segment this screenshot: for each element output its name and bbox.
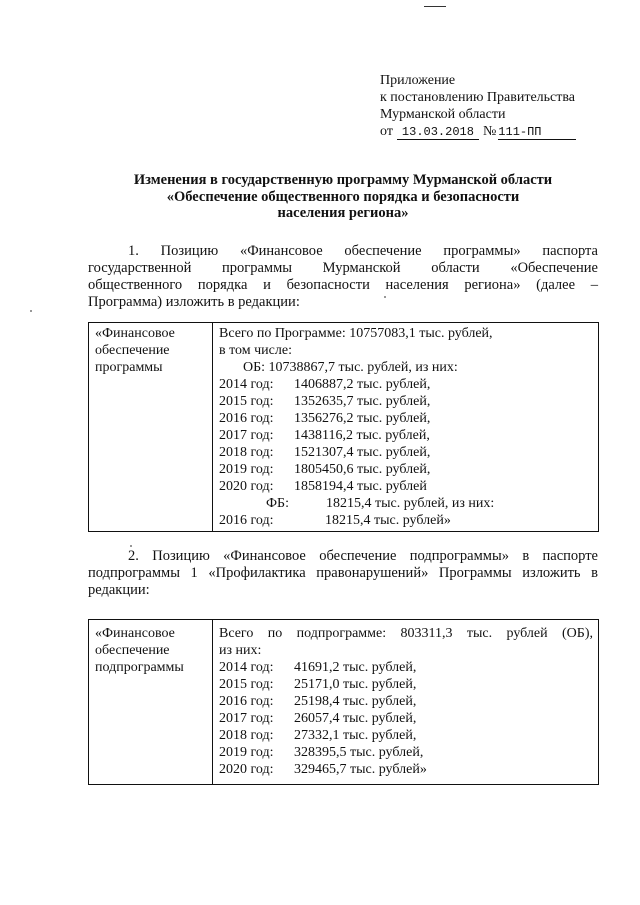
- year-row: [219, 393, 593, 410]
- year-row: [219, 444, 593, 461]
- year-row: [219, 427, 593, 444]
- year-row: [219, 693, 593, 710]
- subprogram-finance-table: [88, 619, 599, 785]
- year-label: 2014 год:: [219, 377, 274, 392]
- paragraph-2-line-1: 2. Позицию «Финансовое обеспечение подпрограммы» в паспорте: [128, 548, 598, 564]
- number-label: №: [482, 124, 497, 139]
- ob-value: 10738867,7 тыс. рублей, из них:: [268, 360, 458, 375]
- appendix-line-2: к постановлению Правительства: [380, 90, 576, 105]
- year-amount: 25171,0 тыс. рублей,: [294, 677, 417, 692]
- fb-year: 2016 год:: [219, 513, 274, 528]
- in-total-label: в том числе:: [219, 343, 292, 358]
- label-line-3: программы: [95, 360, 163, 375]
- program-finance-table: [88, 322, 599, 532]
- year-amount: 328395,5 тыс. рублей,: [294, 745, 424, 760]
- year-amount: 27332,1 тыс. рублей,: [294, 728, 417, 743]
- year-amount: 26057,4 тыс. рублей,: [294, 711, 417, 726]
- year-label: 2016 год:: [219, 694, 274, 709]
- year-label: 2020 год:: [219, 479, 274, 494]
- label-line-2: обеспечение: [95, 643, 170, 658]
- fb-year-line: [219, 512, 593, 529]
- fb-line: [219, 495, 593, 512]
- year-label: 2017 год:: [219, 428, 274, 443]
- label-line-1: «Финансовое: [95, 326, 175, 341]
- year-amount: 1352635,7 тыс. рублей,: [294, 394, 431, 409]
- year-label: 2019 год:: [219, 745, 274, 760]
- document-title: [88, 172, 598, 222]
- subprogram-total: Всего по подпрограмме: 803311,3 тыс. рублей (ОБ),: [219, 626, 593, 641]
- year-row: [219, 727, 593, 744]
- label-line-2: обеспечение: [95, 343, 170, 358]
- year-row: [219, 461, 593, 478]
- paragraph-2: [88, 548, 598, 599]
- paragraph-2-line-3: редакции:: [88, 582, 150, 598]
- program-total: Всего по Программе: 10757083,1 тыс. рублей,: [219, 326, 493, 341]
- year-label: 2016 год:: [219, 411, 274, 426]
- year-row: [219, 710, 593, 727]
- ob-line: [219, 359, 593, 376]
- year-row: [219, 676, 593, 693]
- paragraph-1-line-2: государственной программы Мурманской области «Обеспечение: [88, 260, 598, 276]
- label-line-1: «Финансовое: [95, 626, 175, 641]
- year-row: [219, 659, 593, 676]
- year-amount: 1521307,4 тыс. рублей,: [294, 445, 431, 460]
- scan-speck: [30, 310, 32, 312]
- paragraph-1-line-4: Программа) изложить в редакции:: [88, 294, 300, 310]
- table-row: [89, 620, 599, 785]
- title-line-2: «Обеспечение общественного порядка и безопасности: [166, 188, 520, 205]
- ob-label: ОБ:: [243, 360, 266, 375]
- year-amount: 41691,2 тыс. рублей,: [294, 660, 417, 675]
- scan-speck: [130, 545, 132, 547]
- year-amount: 1406887,2 тыс. рублей,: [294, 377, 431, 392]
- fb-year-value: 18215,4 тыс. рублей»: [325, 513, 451, 528]
- appendix-line-1: Приложение: [380, 73, 456, 88]
- title-line-1: Изменения в государственную программу Мурманской области: [133, 172, 553, 188]
- year-row: [219, 376, 593, 393]
- year-label: 2018 год:: [219, 445, 274, 460]
- of-them-label: из них:: [219, 643, 262, 658]
- year-row: [219, 478, 593, 495]
- year-label: 2015 год:: [219, 677, 274, 692]
- year-label: 2020 год:: [219, 762, 274, 777]
- year-label: 2017 год:: [219, 711, 274, 726]
- year-amount: 329465,7 тыс. рублей»: [294, 762, 427, 777]
- paragraph-1-line-1: 1. Позицию «Финансовое обеспечение программы» паспорта: [128, 243, 598, 259]
- year-label: 2018 год:: [219, 728, 274, 743]
- title-line-3: населения региона»: [277, 205, 409, 221]
- paragraph-1-line-3: общественного порядка и безопасности населения региона» (далее –: [88, 277, 598, 293]
- ob-year-list: [219, 376, 593, 495]
- appendix-date-line: [380, 123, 576, 140]
- appendix-block: [380, 72, 576, 140]
- year-amount: 1356276,2 тыс. рублей,: [294, 411, 431, 426]
- subprogram-year-list: [219, 659, 593, 778]
- year-label: 2019 год:: [219, 462, 274, 477]
- label-line-3: подпрограммы: [95, 660, 184, 675]
- paragraph-1: [88, 243, 598, 311]
- year-amount: 1805450,6 тыс. рублей,: [294, 462, 431, 477]
- fb-label: ФБ:: [266, 496, 289, 511]
- date-prefix: от: [380, 124, 393, 139]
- decree-number: 111-ПП: [498, 125, 576, 140]
- year-label: 2014 год:: [219, 660, 274, 675]
- table-value-cell: [213, 323, 599, 532]
- paragraph-2-line-2: подпрограммы 1 «Профилактика правонарушений» Программы изложить в: [88, 565, 598, 581]
- top-mark: [424, 6, 446, 7]
- table-label-cell: [89, 620, 213, 785]
- appendix-line-3: Мурманской области: [380, 107, 506, 122]
- year-row: [219, 744, 593, 761]
- year-amount: 25198,4 тыс. рублей,: [294, 694, 417, 709]
- fb-value: 18215,4 тыс. рублей, из них:: [326, 496, 495, 511]
- table-label-cell: [89, 323, 213, 532]
- year-row: [219, 410, 593, 427]
- table-row: [89, 323, 599, 532]
- scan-speck: [384, 296, 386, 298]
- table-value-cell: [213, 620, 599, 785]
- decree-date: 13.03.2018: [397, 125, 479, 140]
- year-amount: 1438116,2 тыс. рублей,: [294, 428, 430, 443]
- year-amount: 1858194,4 тыс. рублей: [294, 479, 427, 494]
- year-label: 2015 год:: [219, 394, 274, 409]
- year-row: [219, 761, 593, 778]
